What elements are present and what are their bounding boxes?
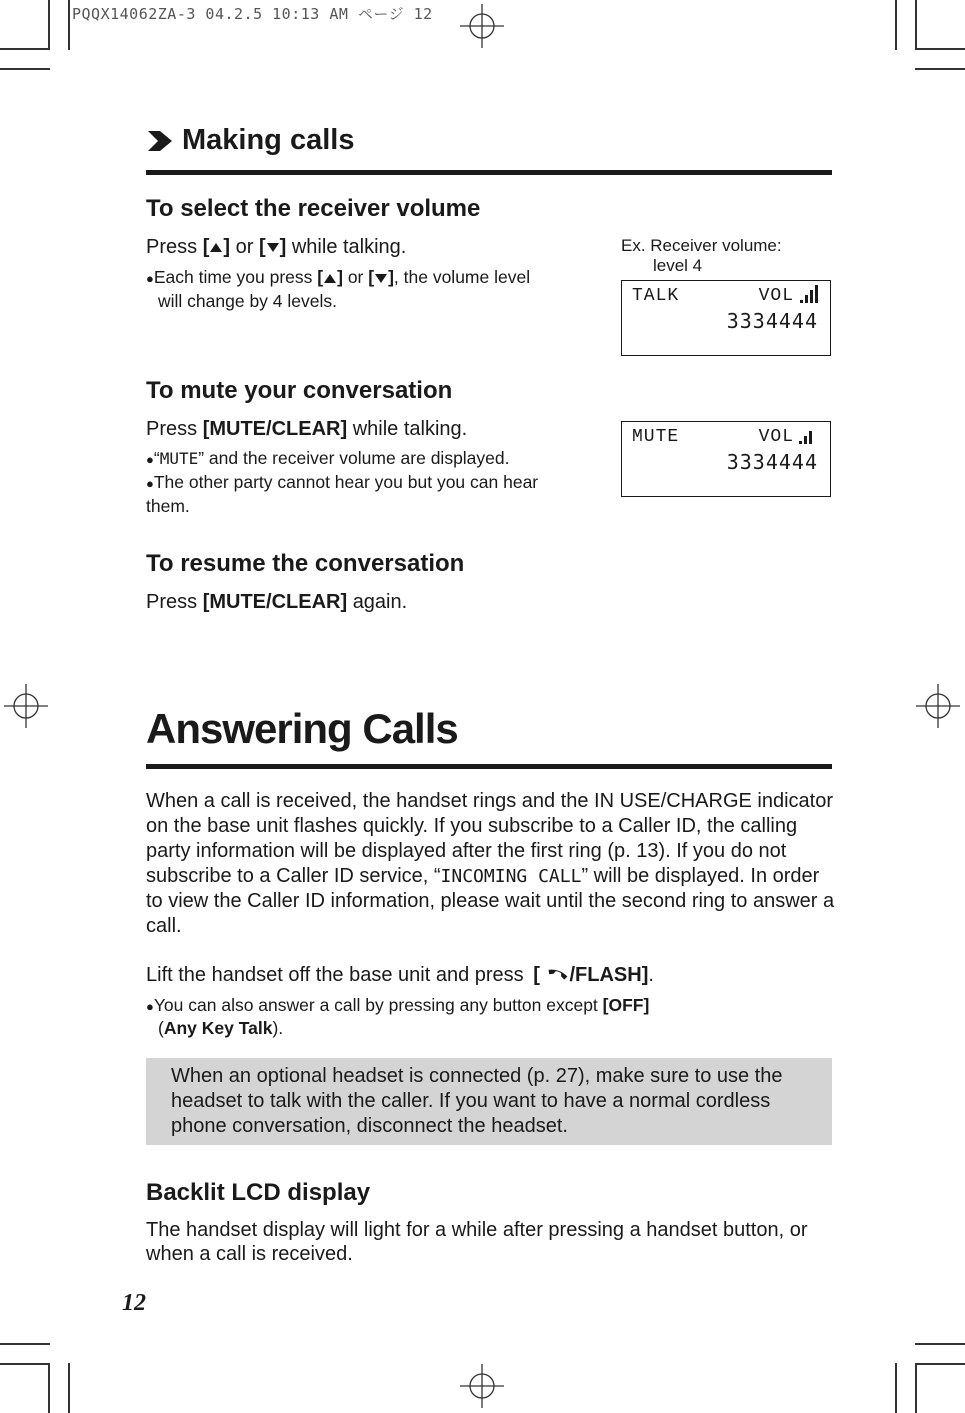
print-job-header: PQQX14062ZA-3 04.2.5 10:13 AM ページ 12: [72, 5, 433, 23]
crop-mark: [0, 1343, 50, 1345]
registration-mark-icon: [4, 684, 48, 728]
section-title: [146, 124, 354, 157]
volume-instruction: Press [ ] or [ ] while talking.: [146, 236, 407, 258]
lift-instruction: Lift the handset off the base unit and press [ /FLASH].: [146, 964, 654, 986]
bullet-icon: ●: [146, 476, 154, 491]
bullet-icon: ●: [146, 999, 154, 1014]
crop-mark: [915, 1343, 965, 1345]
lcd-digits: 3334444: [726, 450, 818, 474]
volume-heading: To select the receiver volume: [146, 195, 481, 222]
off-key: [OFF]: [602, 995, 650, 1015]
headset-note-text: When an optional headset is connected (p. 27), make sure to use the headset to talk with the caller. If you want to have a normal cordless phone conversation, disconnect the headset.: [171, 1065, 783, 1137]
section-rule: [146, 170, 832, 175]
talk-flash-key: [ /FLASH]: [533, 964, 649, 986]
bullet-icon: ●: [146, 452, 154, 467]
answering-intro: When a call is received, the handset rings and the IN USE/CHARGE indicator on the base unit flashes quickly. If you subscribe to a Caller ID, the calling party information will be displayed after the first ring (p. 13). If you do not subscribe to a Caller ID service, “INCOMING CALL” will be displayed. In order to view the Caller ID information, please wait until the second ring to answer a call.: [146, 790, 835, 937]
down-arrow-icon: [375, 274, 387, 283]
registration-mark-icon: [916, 684, 960, 728]
up-arrow-icon: [210, 243, 222, 252]
volume-level-4-icon: [800, 285, 818, 303]
bullet-icon: ●: [146, 271, 154, 286]
down-key: [ ]: [258, 236, 287, 258]
any-key-bullet: ●You can also answer a call by pressing any button except [OFF]: [146, 995, 650, 1015]
lcd-digits: 3334444: [726, 309, 818, 333]
crop-mark: [915, 48, 965, 50]
up-arrow-icon: [324, 274, 336, 283]
up-key: [ ]: [317, 267, 343, 287]
mute-bullet-1: ●“MUTE” and the receiver volume are displayed.: [146, 448, 510, 468]
down-key: [ ]: [368, 267, 394, 287]
crop-mark: [915, 68, 965, 70]
resume-heading: To resume the conversation: [146, 550, 465, 577]
registration-mark-icon: [460, 4, 504, 48]
arrow-right-icon: [146, 127, 174, 155]
crop-mark: [48, 1363, 50, 1413]
up-key: [ ]: [202, 236, 231, 258]
title-rule: [146, 764, 832, 769]
volume-bullet: ●Each time you press [ ] or [ ], the volume level: [146, 267, 531, 287]
crop-mark: [895, 0, 897, 50]
any-key-bullet-line2: (Any Key Talk).: [158, 1018, 284, 1038]
headset-note: [146, 1058, 832, 1145]
page-title: Answering Calls: [146, 705, 458, 752]
mute-instruction: Press [MUTE/CLEAR] while talking.: [146, 418, 468, 440]
crop-mark: [915, 0, 917, 50]
section-title-text: Making calls: [182, 124, 355, 156]
volume-level-3-icon: [799, 426, 812, 444]
crop-mark: [915, 1363, 917, 1413]
registration-mark-icon: [460, 1364, 504, 1408]
lcd-mode-label: TALK: [632, 286, 680, 306]
crop-mark: [895, 1363, 897, 1413]
crop-mark: [48, 0, 50, 50]
mute-clear-key: [MUTE/CLEAR]: [202, 591, 348, 613]
volume-bullet-line2: will change by 4 levels.: [158, 291, 337, 311]
page-number: 12: [122, 1290, 146, 1316]
lcd-mode-label: MUTE: [632, 427, 680, 447]
backlit-heading: Backlit LCD display: [146, 1179, 371, 1206]
lcd-vol-label: VOL: [758, 427, 794, 447]
crop-mark: [0, 68, 50, 70]
lcd-talk-display: [621, 280, 831, 356]
crop-mark: [68, 1363, 70, 1413]
lcd-mute-display: [621, 421, 831, 497]
mute-clear-key: [MUTE/CLEAR]: [202, 418, 348, 440]
backlit-text: The handset display will light for a while after pressing a handset button, or when a call is received.: [146, 1219, 808, 1265]
down-arrow-icon: [267, 243, 279, 252]
crop-mark: [0, 1363, 50, 1365]
mute-bullet-2: ●The other party cannot hear you but you can hear them.: [146, 472, 539, 516]
mute-heading: To mute your conversation: [146, 377, 453, 404]
crop-mark: [915, 1363, 965, 1365]
resume-instruction: Press [MUTE/CLEAR] again.: [146, 591, 408, 613]
volume-caption: Ex. Receiver volume: level 4: [621, 236, 782, 275]
crop-mark: [0, 48, 50, 50]
phone-icon: [545, 969, 569, 983]
crop-mark: [68, 0, 70, 50]
lcd-vol-label: VOL: [758, 286, 794, 306]
